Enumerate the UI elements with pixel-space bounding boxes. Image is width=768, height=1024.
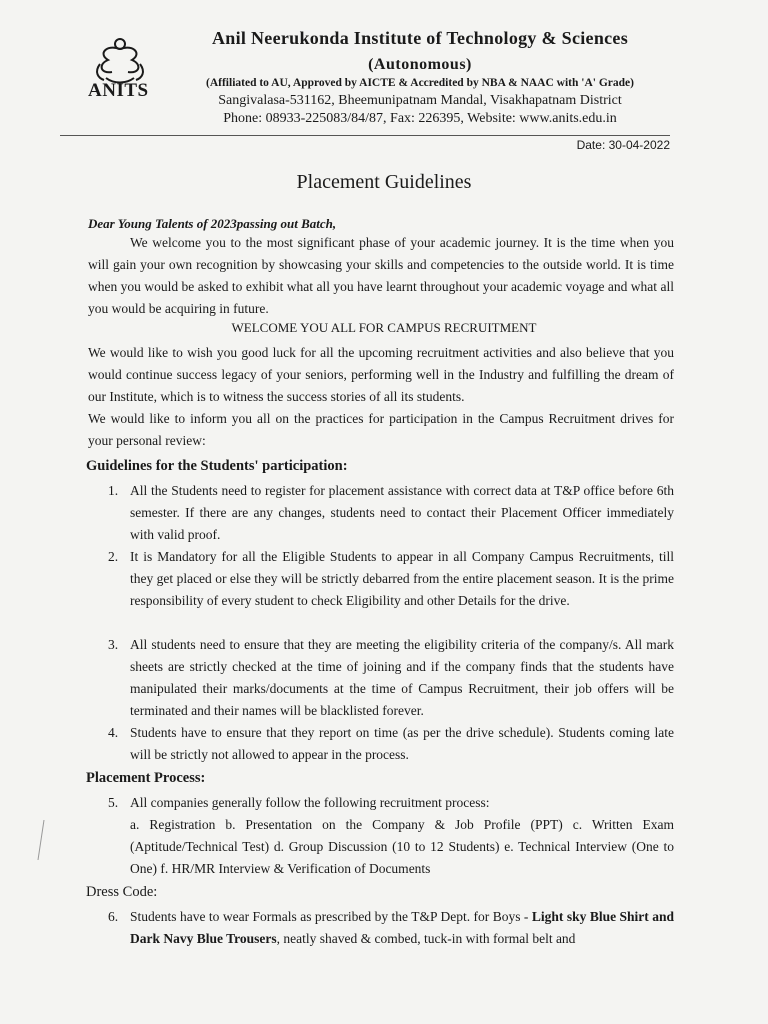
participation-heading: Guidelines for the Students' participation: <box>86 458 348 474</box>
guideline-item <box>108 906 674 950</box>
item-number: 6. <box>108 909 119 924</box>
item-number: 4. <box>108 725 119 740</box>
guideline-item <box>108 722 674 766</box>
item-text: Students have to ensure that they report on time (as per the drive schedule). Students coming late will be strictly not allowed to appear in the process. <box>130 725 674 762</box>
guideline-item <box>108 634 674 722</box>
item-text-start: Students have to wear Formals as prescribed by the T&P Dept. for Boys - <box>130 909 532 924</box>
header-divider <box>60 135 670 136</box>
document-date: Date: 30-04-2022 <box>576 138 670 152</box>
autonomous-label: (Autonomous) <box>368 56 472 73</box>
affiliation-line: (Affiliated to AU, Approved by AICTE & Accredited by NBA & NAAC with 'A' Grade) <box>206 77 634 89</box>
good-luck-paragraph: We would like to wish you good luck for all the upcoming recruitment activities and also believe that you would continue success legacy of your seniors, performing well in the Industry and fulfilling the dream of our Institute, which is to witness the success stories of all its students. <box>88 345 674 404</box>
item-text: All students need to ensure that they are meeting the eligibility criteria of the company/s. All mark sheets are strictly checked at the time of joining and if the company finds that the students have manipulated their marks/documents at the time of Campus Recruitment, their job offers will be terminated and their names will be blacklisted forever. <box>130 637 674 718</box>
guideline-item <box>108 792 674 814</box>
guideline-item <box>108 546 674 612</box>
item-text <box>130 906 674 950</box>
item-text: All companies generally follow the following recruitment process: <box>130 795 490 810</box>
item-text: All the Students need to register for placement assistance with correct data at T&P office before 6th semester. If there are any changes, students need to contact their Placement Officer immediately with valid proof. <box>130 483 674 542</box>
welcome-heading: WELCOME YOU ALL FOR CAMPUS RECRUITMENT <box>231 320 537 335</box>
intro-paragraph: We welcome you to the most significant phase of your academic journey. It is the time when you will gain your own recognition by showcasing your skills and competencies to the outside world. It is time when you would be asked to exhibit what all you have learnt throughout your academic voyage and what all you would be acquiring in future. <box>88 235 674 316</box>
process-steps: a. Registration b. Presentation on the Company & Job Profile (PPT) c. Written Exam (Aptitude/Technical Test) d. Group Discussion (10 to 12 Students) e. Technical Interview (One to One) f. HR/MR Interview & Verification of Documents <box>130 817 674 876</box>
item-number: 2. <box>108 549 119 564</box>
inform-paragraph: We would like to inform you all on the practices for participation in the Campus Recruitment drives for your personal review: <box>88 411 674 448</box>
guideline-item <box>108 480 674 546</box>
margin-pen-mark <box>36 820 46 860</box>
dress-colors-text: Light sky Blue Shirt and Dark Navy Blue Trousers <box>130 909 674 946</box>
address-line: Sangivalasa-531162, Bheemunipatnam Mandal, Visakhapatnam District <box>218 93 622 108</box>
item-number: 5. <box>108 795 119 810</box>
item-number: 3. <box>108 637 119 652</box>
item-text: It is Mandatory for all the Eligible Students to appear in all Company Campus Recruitments, till they get placed or else they will be strictly debarred from the entire placement season. It is the prime responsibility of every student to check Eligibility and other Details for the drive. <box>130 549 674 608</box>
process-heading: Placement Process: <box>86 770 206 786</box>
logo-text: ANITS <box>88 80 149 101</box>
institute-name: Anil Neerukonda Institute of Technology & Sciences <box>211 28 629 48</box>
salutation: Dear Young Talents of 2023passing out Batch, <box>88 216 337 231</box>
item-number: 1. <box>108 483 119 498</box>
dress-code-heading: Dress Code: <box>86 884 158 900</box>
page-title: Placement Guidelines <box>296 171 472 193</box>
contact-line: Phone: 08933-225083/84/87, Fax: 226395, Website: www.anits.edu.in <box>223 111 617 126</box>
item-text-end: , neatly shaved & combed, tuck-in with formal belt and <box>276 931 576 946</box>
